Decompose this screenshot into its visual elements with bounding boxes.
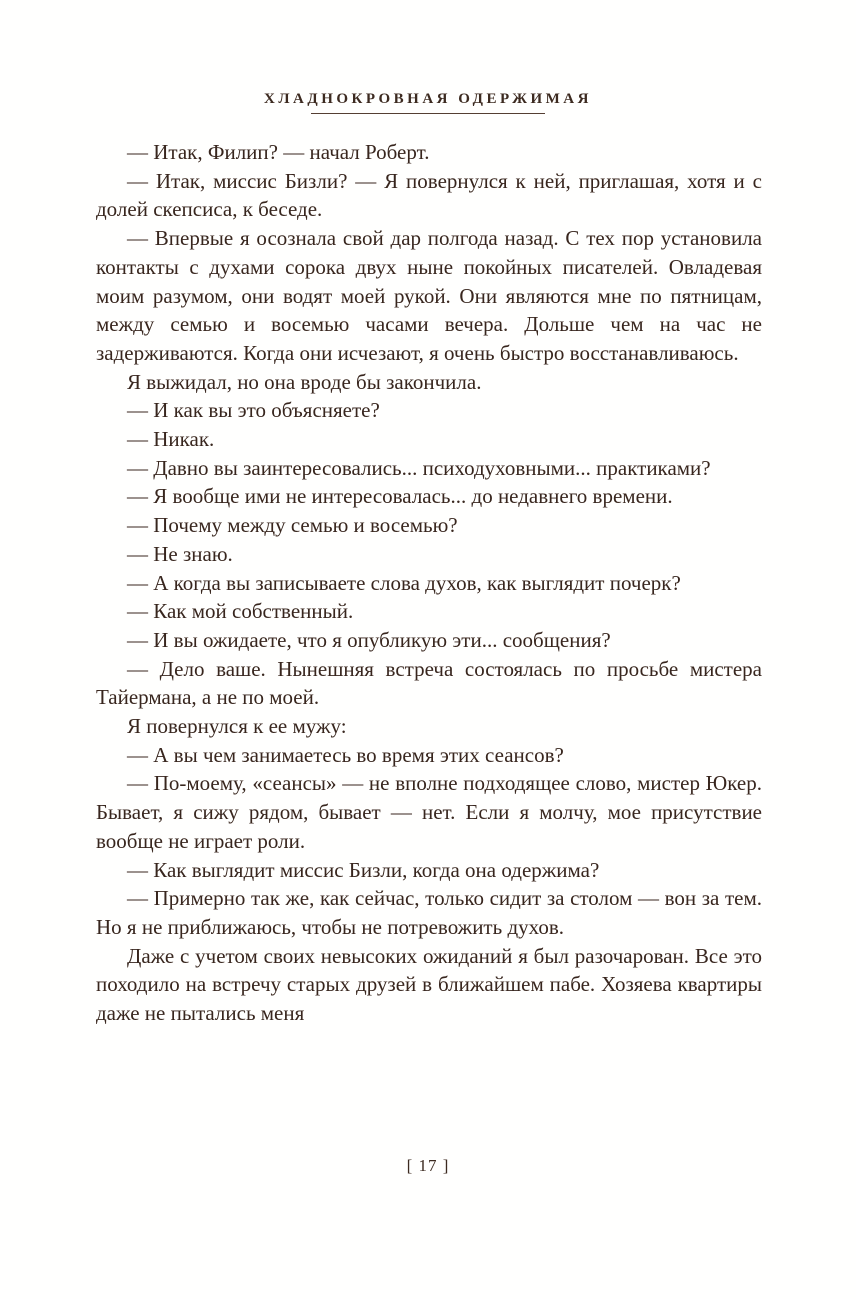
paragraph: — Итак, миссис Бизли? — Я повернулся к ней, приглашая, хотя и с долей скепсиса, к беседе. [96,168,762,222]
paragraph: — Итак, Филип? — начал Роберт. [127,140,430,164]
body-text [96,138,762,1028]
paragraph: — Давно вы заинтересовались... психодуховными... практиками? [127,455,711,480]
paragraph: — И вы ожидаете, что я опубликую эти... сообщения? [127,627,611,652]
paragraph: — А вы чем занимаетесь во время этих сеансов? [127,742,564,767]
page-number: [ 17 ] [406,1156,450,1175]
paragraph: — А когда вы записываете слова духов, как выглядит почерк? [127,570,681,595]
paragraph: — Почему между семью и восемью? [127,513,458,538]
running-head-title: ХЛАДНОКРОВНАЯ ОДЕРЖИМАЯ [264,91,592,107]
paragraph: — И как вы это объясняете? [127,398,380,423]
paragraph: — Дело ваше. Нынешняя встреча состоялась по просьбе мистера Тайермана, а не по моей. [96,656,762,710]
paragraph: — По-моему, «сеансы» — не вполне подходящее слово, мистер Юкер. Бывает, я сижу рядом, бывает — нет. Если я молчу, мое присутствие вообще не играет роли. [96,771,762,853]
paragraph: Я повернулся к ее мужу: [127,714,347,739]
paragraph: — Никак. [127,427,215,452]
paragraph: — Впервые я осознала свой дар полгода назад. С тех пор установила контакты с духами сорока двух ныне покойных писателей. Овладевая моим разумом, они водят моей рукой. Они являются мне по пятницам, между семью и восемью часами вечера. Дольше чем на час не задерживаются. Когда они исчезают, я очень быстро восстанавливаюсь. [96,226,762,365]
paragraph: — Как мой собственный. [127,599,354,624]
paragraph: — Не знаю. [127,541,233,566]
header-rule [311,113,545,114]
paragraph: — Примерно так же, как сейчас, только сидит за столом — вон за тем. Но я не приближаюсь, чтобы не потревожить духов. [96,886,762,939]
paragraph: Даже с учетом своих невысоких ожиданий я был разочарован. Все это походило на встречу старых друзей в ближайшем пабе. Хозяева квартиры даже не пытались меня [96,943,762,1026]
paragraph: — Как выглядит миссис Бизли, когда она одержима? [127,857,600,882]
paragraph: Я выжидал, но она вроде бы закончила. [127,369,482,394]
paragraph: — Я вообще ими не интересовалась... до недавнего времени. [127,484,673,509]
